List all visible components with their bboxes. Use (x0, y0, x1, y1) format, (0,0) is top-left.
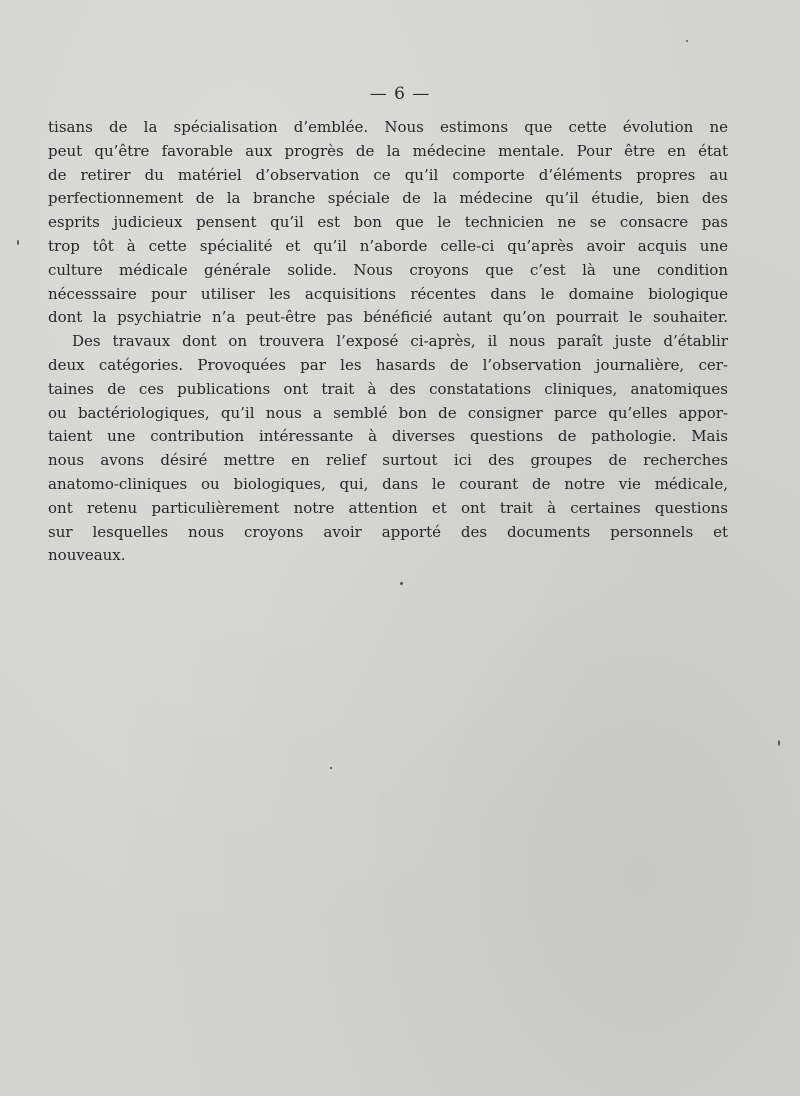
text-line: ont retenu particulièrement notre attention et ont trait à certaines questions (48, 498, 728, 517)
body-text (48, 116, 728, 568)
page-number: — 6 — (369, 84, 431, 104)
text-line: anatomo-cliniques ou biologiques, qui, dans le courant de notre vie médicale, (48, 474, 728, 493)
paper-speck (17, 240, 19, 245)
text-line: nous avons désiré mettre en relief surtout ici des groupes de recherches (48, 451, 728, 470)
text-line: perfectionnement de la branche spéciale de la médecine qu’il étudie, bien des (48, 189, 728, 208)
text-line: culture médicale générale solide. Nous croyons que c’est là une condition (48, 260, 728, 279)
paragraph-1 (48, 116, 728, 330)
paper-speck (778, 740, 780, 746)
paper-speck (330, 767, 332, 769)
text-line: dont la psychiatrie n’a peut-être pas bénéficié autant qu’on pourrait le souhaiter. (48, 308, 728, 327)
text-line: sur lesquelles nous croyons avoir apporté des documents personnels et (48, 522, 728, 541)
paper-speck (400, 582, 403, 585)
text-line: taient une contribution intéressante à diverses questions de pathologie. Mais (48, 427, 728, 446)
text-line: esprits judicieux pensent qu’il est bon que le technicien ne se consacre pas (48, 213, 728, 232)
text-line: taines de ces publications ont trait à des constatations cliniques, anatomiques (48, 379, 728, 398)
text-line: trop tôt à cette spécialité et qu’il n’aborde celle-ci qu’après avoir acquis une (48, 236, 728, 255)
text-line: peut qu’être favorable aux progrès de la médecine mentale. Pour être en état (48, 141, 728, 160)
paper-speck (686, 40, 688, 42)
text-line: nécesssaire pour utiliser les acquisitions récentes dans le domaine biologique (48, 284, 728, 303)
text-line: de retirer du matériel d’observation ce qu’il comporte d’éléments propres au (48, 165, 728, 184)
text-line: Des travaux dont on trouvera l’exposé ci-après, il nous paraît juste d’établir (72, 332, 728, 351)
paragraph-2 (48, 330, 728, 568)
text-line: ou bactériologiques, qu’il nous a semblé bon de consigner parce qu’elles appor- (48, 403, 728, 422)
text-line: tisans de la spécialisation d’emblée. Nous estimons que cette évolution ne (48, 118, 728, 136)
text-line: deux catégories. Provoquées par les hasards de l’observation journalière, cer- (48, 355, 728, 374)
text-line: nouveaux. (48, 546, 126, 565)
